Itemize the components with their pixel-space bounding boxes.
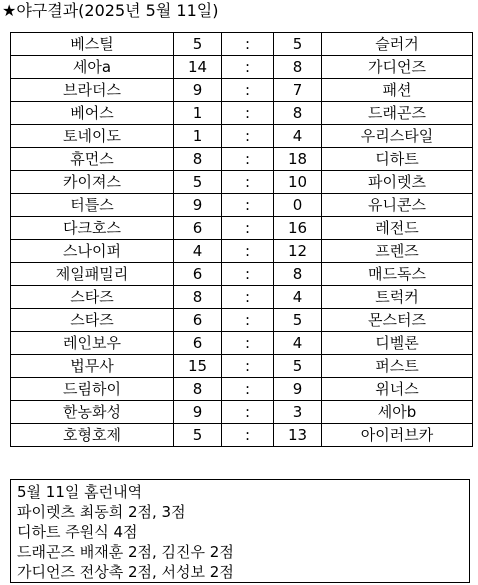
home-score-cell: 5 [174,171,222,194]
away-score-cell: 16 [274,217,322,240]
score-separator: : [222,240,274,263]
score-separator: : [222,286,274,309]
home-score-cell: 4 [174,240,222,263]
table-row [11,378,473,401]
table-row [11,240,473,263]
away-team-cell: 아이러브카 [322,424,473,447]
away-team-cell: 트럭커 [322,286,473,309]
away-score-cell: 9 [274,378,322,401]
away-score-cell: 7 [274,79,322,102]
table-row [11,79,473,102]
page-title: ★야구결과(2025년 5월 11일) [2,1,219,20]
home-team-cell: 레인보우 [11,332,174,355]
away-team-cell: 우리스타일 [322,125,473,148]
away-team-cell: 가디언즈 [322,56,473,79]
home-team-cell: 베어스 [11,102,174,125]
table-row [11,56,473,79]
home-team-cell: 제일패밀리 [11,263,174,286]
away-team-cell: 세아b [322,401,473,424]
score-separator: : [222,355,274,378]
home-team-cell: 호형호제 [11,424,174,447]
home-team-cell: 법무사 [11,355,174,378]
home-score-cell: 9 [174,401,222,424]
home-score-cell: 15 [174,355,222,378]
score-separator: : [222,309,274,332]
score-separator: : [222,194,274,217]
away-team-cell: 디벨론 [322,332,473,355]
away-team-cell: 패션 [322,79,473,102]
away-score-cell: 8 [274,263,322,286]
home-team-cell: 브라더스 [11,79,174,102]
score-separator: : [222,424,274,447]
table-row [11,102,473,125]
results-table [10,32,473,447]
score-separator: : [222,378,274,401]
home-score-cell: 5 [174,424,222,447]
notes-line: 디하트 주원식 4점 [17,523,138,541]
score-separator: : [222,148,274,171]
score-separator: : [222,33,274,56]
home-score-cell: 6 [174,217,222,240]
away-score-cell: 4 [274,286,322,309]
home-team-cell: 세아a [11,56,174,79]
home-team-cell: 카이져스 [11,171,174,194]
away-score-cell: 18 [274,148,322,171]
score-separator: : [222,102,274,125]
away-score-cell: 12 [274,240,322,263]
home-team-cell: 스타즈 [11,309,174,332]
home-score-cell: 1 [174,102,222,125]
home-team-cell: 휴먼스 [11,148,174,171]
away-score-cell: 10 [274,171,322,194]
away-team-cell: 파이렛츠 [322,171,473,194]
home-score-cell: 1 [174,125,222,148]
score-separator: : [222,401,274,424]
results-body [11,33,473,447]
homerun-notes [10,479,470,583]
home-score-cell: 9 [174,79,222,102]
table-row [11,125,473,148]
table-row [11,355,473,378]
home-score-cell: 6 [174,309,222,332]
away-score-cell: 3 [274,401,322,424]
away-score-cell: 5 [274,33,322,56]
home-team-cell: 터틀스 [11,194,174,217]
home-score-cell: 5 [174,33,222,56]
table-row [11,286,473,309]
away-score-cell: 4 [274,125,322,148]
home-score-cell: 14 [174,56,222,79]
table-row [11,401,473,424]
score-separator: : [222,125,274,148]
table-row [11,424,473,447]
away-score-cell: 8 [274,56,322,79]
table-row [11,217,473,240]
score-separator: : [222,171,274,194]
away-team-cell: 몬스터즈 [322,309,473,332]
table-row [11,309,473,332]
home-score-cell: 9 [174,194,222,217]
away-team-cell: 매드독스 [322,263,473,286]
notes-line: 드래곤즈 배재훈 2점, 김진우 2점 [17,543,234,561]
score-separator: : [222,217,274,240]
notes-line: 가디언즈 전상촉 2점, 서성보 2점 [17,563,234,581]
home-score-cell: 8 [174,286,222,309]
away-team-cell: 유니콘스 [322,194,473,217]
table-row [11,171,473,194]
away-team-cell: 슬러거 [322,33,473,56]
away-score-cell: 5 [274,355,322,378]
table-row [11,194,473,217]
home-team-cell: 스나이퍼 [11,240,174,263]
score-separator: : [222,79,274,102]
home-team-cell: 한농화성 [11,401,174,424]
away-team-cell: 프렌즈 [322,240,473,263]
score-separator: : [222,56,274,79]
away-team-cell: 퍼스트 [322,355,473,378]
notes-heading: 5월 11일 홈런내역 [17,483,143,501]
home-score-cell: 8 [174,378,222,401]
table-row [11,332,473,355]
score-separator: : [222,332,274,355]
table-row [11,148,473,171]
score-separator: : [222,263,274,286]
away-team-cell: 위너스 [322,378,473,401]
away-score-cell: 5 [274,309,322,332]
away-team-cell: 레전드 [322,217,473,240]
notes-line: 파이렛츠 최동희 2점, 3점 [17,503,186,521]
home-score-cell: 6 [174,263,222,286]
home-score-cell: 6 [174,332,222,355]
home-team-cell: 베스틸 [11,33,174,56]
away-score-cell: 8 [274,102,322,125]
home-team-cell: 토네이도 [11,125,174,148]
home-team-cell: 다크호스 [11,217,174,240]
away-score-cell: 0 [274,194,322,217]
home-team-cell: 스타즈 [11,286,174,309]
home-team-cell: 드림하이 [11,378,174,401]
table-row [11,263,473,286]
home-score-cell: 8 [174,148,222,171]
away-team-cell: 드래곤즈 [322,102,473,125]
table-row [11,33,473,56]
away-score-cell: 4 [274,332,322,355]
away-team-cell: 디하트 [322,148,473,171]
away-score-cell: 13 [274,424,322,447]
